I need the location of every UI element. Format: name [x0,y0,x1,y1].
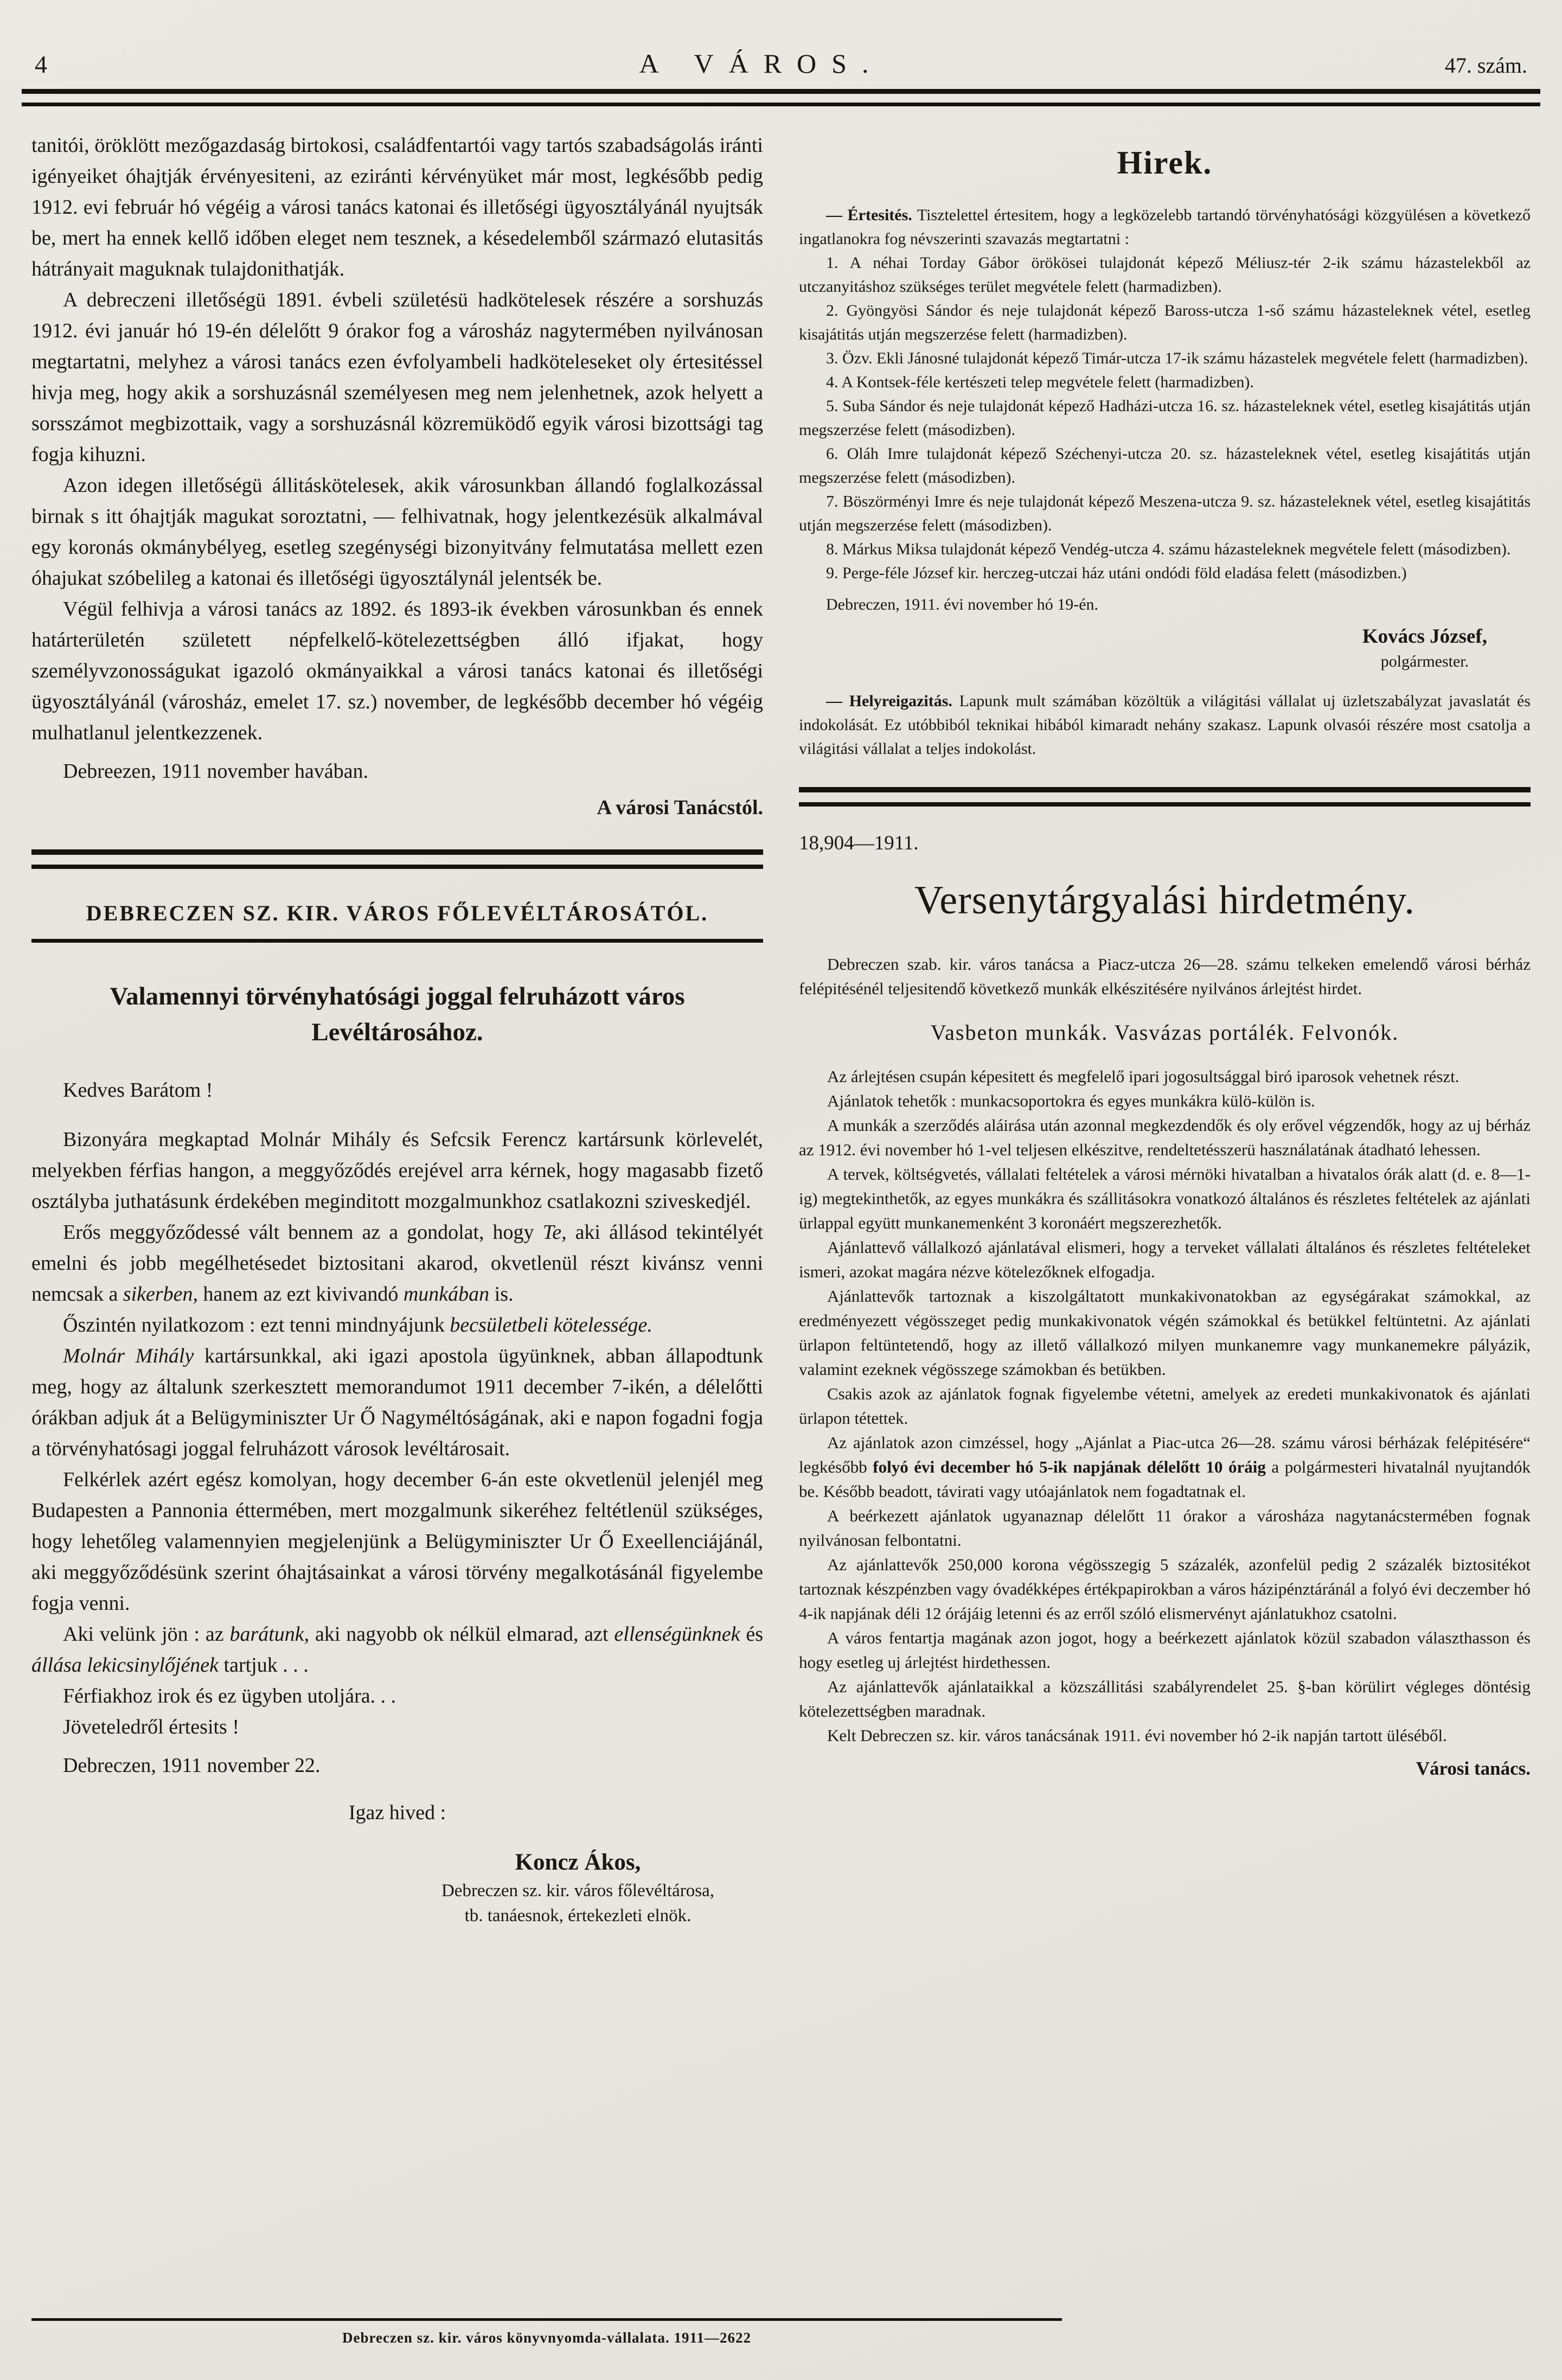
paragraph: Azon idegen illetőségü állitáskötelesek, akik városunkban állandó foglalkozással birnak s itt óhajtják magukat soroztatni, — felhivatnak, hogy jelentkezésük alkalmával egy koronás okmánybélyeg, esetleg szegénységi bizonyitvány felmutatása mellett ezen óhajukat szóbelileg a katonai és illetőségi ügyosztálynál jelentsék be. [31,474,763,590]
tender-title: Versenytárgyalási hirdetmény. [914,878,1415,923]
paragraph: Az ajánlattevők 250,000 korona végösszegig 5 százalék, azonfelül pedig 2 százalék biztositékot tartoznak készpénzben vagy óvadékképes értékpapirokban a város házipénztáránál a folyó évi deczember hó 4-ik napjának déli 12 órájáig letenni és az erről szóló elismervényt ajánlatukhoz csatolni. [799,1555,1531,1623]
council-notice-article [31,130,763,823]
article-dateline: Debreezen, 1911 november havában. [63,760,369,783]
news-section-title: Hirek. [1117,145,1213,181]
paragraph: Jöveteledről értesits ! [63,1716,240,1738]
tender-intro [799,952,1531,1001]
article-body [31,130,763,748]
paragraph: Az árlejtésen csupán képesitett és megfelelő ipari jogosultsággal biró iparosok vehetnek részt. [827,1067,1459,1086]
archivist-letter [31,1075,763,1928]
archivist-section-header [31,900,763,943]
paragraph: A város fentartja magának azon jogot, hogy a beérkezett ajánlatok közül szabadon választhasson és hogy esetleg uj árlejtést hirdethessen. [799,1628,1531,1672]
paragraph: 9. Perge-féle József kir. herczeg-utczai ház utáni ondódi föld eladása felett (másodizben.) [826,564,1407,582]
paragraph: — Értesités. Tisztelettel értesitem, hogy a legközelebb tartandó törvényhatósági közgyülésen a következő ingatlanokra fog névszerinti szavazás megtartatni : [799,206,1531,248]
paragraph: 1. A néhai Torday Gábor örökösei tulajdonát képező Méliusz-tér 2-ik számu házastelekből az utczanyitáshoz szükséges terület megvétele felett (harmadizben). [799,254,1531,296]
paragraph: Kelt Debreczen sz. kir. város tanácsának 1911. évi november hó 2-ik napján tartott üléséből. [827,1726,1447,1745]
paragraph: Felkérlek azért egész komolyan, hogy december 6-án este okvetlenül jelenjél meg Budapesten a Pannonia éttermében, mert mozgalmunk sikeréhez feltétlenül szükséges, hogy lehetőleg valamennyien megjelenjünk a Belügyminiszter Ur Ő Exeellenciájánál, aki meggyőződésünk szerint óhajtásainkat a városi törvény megalkotásánál figyelembe fogja venni. [31,1468,763,1615]
masthead-title: A VÁROS. [639,48,884,79]
news-signature-block [1362,623,1487,673]
letter-title: Valamennyi törvényhatósági joggal felruházott város Levéltárosához. [110,982,685,1046]
tender-signature: Városi tanács. [1416,1758,1531,1779]
article-signature: A városi Tanácstól. [597,796,763,819]
header-divider [22,89,1540,106]
letter-dateline: Debreczen, 1911 november 22. [63,1754,321,1777]
paragraph: A tervek, költségvetés, vállalati feltételek a városi mérnöki hivatalban a hivatalos órák alatt (d. e. 8—1-ig) megtekinthetők, az egyes munkákra és szállitásokra vonatkozó általános és részletes feltételek az ajánlati ürlappal együtt munkanemenként 3 koronáért megszerezhetők. [799,1165,1531,1232]
page-number: 4 [35,50,47,78]
paragraph: Molnár Mihály kartársunkkal, aki igazi apostola ügyünknek, abban állapodtunk meg, hogy az általunk szerkesztett memorandumot 1911 december 7-ikén, a délelőtti órákban adjuk át a Belügyminiszter Ur Ő Nagyméltóságának, aki e napon fogadni fogja a törvényhatósagi joggal felruházott városok levéltárosait. [31,1345,763,1460]
right-column [799,130,1531,1928]
paragraph: 3. Özv. Ekli Jánosné tulajdonát képező Timár-utcza 17-ik számu házastelek megvétele felett (harmadizben). [826,349,1528,367]
news-dateline: Debreczen, 1911. évi november hó 19-én. [826,596,1099,613]
signer-name: Koncz Ákos, [515,1850,641,1875]
paragraph: Férfiakhoz irok és ez ügyben utoljára. . . [63,1685,396,1707]
left-column [31,130,763,1928]
paragraph: A debreczeni illetőségü 1891. évbeli születésü hadkötelesek részére a sorshuzás 1912. évi január hó 19-én délelőtt 9 órakor fog a városház nagytermében nyilvánosan megtartatni, melyhez a városi tanács ezen évfolyambeli hadköteleseket oly értesitéssel hivja meg, hogy akik a sorshuzásnál személyesen meg nem jelenhetnek, azok helyett a sorsszámot megbizottaik, vagy a sorshuzásnál közremüködő egyik városi bizottsági tag fogja kihuzni. [31,289,763,466]
paragraph: A munkák a szerződés aláirása után azonnal megkezdendők és oly erővel végzendők, hogy az uj bérház az 1912. évi november hó 1-vel teljesen elkészitve, rendeltetésszerü használatának átadható lehessen. [799,1116,1531,1159]
signer-title-line: polgármester. [1380,652,1469,670]
paragraph: Őszintén nyilatkozom : ezt tenni mindnyájunk becsületbeli kötelessége. [63,1314,652,1336]
news-body [799,203,1531,585]
reference-number: 18,904—1911. [799,832,919,854]
paragraph: — Helyreigazitás. Lapunk mult számában közöltük a világitási vállalat uj üzletszabályzat javaslatát és indokolását. Ez utóbbiból teknikai hibából kimaradt nehány szakasz. Lapunk olvasói részére most csatolja a világitási vállalat a teljes indokolást. [799,692,1531,758]
paragraph: 2. Gyöngyösi Sándor és neje tulajdonát képező Baross-utcza 1-ső számu házasteleknek vétel, esetleg kisajátitás utján megszerzése felett (harmadizben). [799,302,1531,343]
signer-name: Kovács József, [1362,625,1487,648]
page-footer [31,2318,1062,2346]
letter-closing: Igaz hived : [348,1801,446,1824]
section-divider [799,787,1531,807]
paragraph: Ajánlattevő vállalkozó ajánlatával elismeri, hogy a terveket vállalati általános és részletes feltételeket ismeri, azokat magára nézve kötelezőknek elfogadja. [799,1238,1531,1281]
kicker-underline [31,939,763,943]
paragraph: Debreczen szab. kir. város tanácsa a Piacz-utcza 26—28. számu telkeken emelendő városi bérház felépitésénél teljesitendő következő munkák elkészitésére nyilvános árlejtést hirdet. [799,955,1531,998]
paragraph: Végül felhivja a városi tanács az 1892. és 1893-ik években városunkban és ennek határterületén született népfelkelő-kötelezettségben álló ifjakat, hogy személyvzonosságukat igazoló okmányaikkal a városi tanács katonai és illetőségi ügyosztályánál (városház, emelet 17. sz.) november, de legkésőbb december hó végéig mulhatlanul jelentkezzenek. [31,598,763,744]
tender-article [799,952,1531,1781]
paragraph: 5. Suba Sándor és neje tulajdonát képező Hadházi-utcza 16. sz. házasteleknek vétel, esetleg kisajátitás utján megszerzése felett (másodizben). [799,397,1531,439]
paragraph: Az ajánlattevők ajánlataikkal a közszállitási szabályrendelet 25. §-ban körülirt végleges döntésig kötelezettségben maradnak. [799,1677,1531,1720]
tender-subheading: Vasbeton munkák. Vasvázas portálék. Felvonók. [930,1020,1399,1045]
issue-number: 47. szám. [1444,53,1527,78]
tender-body [799,1064,1531,1748]
paragraph: Az ajánlatok azon cimzéssel, hogy „Ajánlat a Piac-utca 26—28. számu városi bérházak felépitésére“ legkésőbb folyó évi december hó 5-ik napjának délelőtt 10 óráig a polgármesteri hivatalnál nyujtandók be. Később beadott, távirati vagy utóajánlatok nem fogadtatnak el. [799,1433,1531,1501]
news-article [799,203,1531,761]
letter-body [31,1124,763,1743]
paragraph: Bizonyára megkaptad Molnár Mihály és Sefcsik Ferencz kartársunk körlevelét, melyekben férfias hangon, a meggyőződés erejével arra kérnek, hogy magasabb fizető osztályba juthatásunk érdekében meginditott mozgalmunkhoz csatlakozni sziveskedjél. [31,1128,763,1213]
paragraph: 7. Böszörményi Imre és neje tulajdonát képező Meszena-utcza 9. sz. házasteleknek vétel, esetleg kisajátitás utján megszerzése felett (másodizben). [799,492,1531,534]
paragraph: Ajánlattevők tartoznak a kiszolgáltatott munkakivonatokban az egységárakat számokkal, az eredményezett végösszeget pedig munkakivonatok végén számokkal és betükkel feltüntetni. Az ajánlati ürlapon feltüntetendő, hogy az illető vállalkozó milyen munkanemre vagy munkanemekre pályázik, valamint ezeknek végösszege számokban és betükben. [799,1287,1531,1379]
letter-signature-block [441,1847,714,1928]
paragraph: Erős meggyőződessé vált bennem az a gondolat, hogy Te, aki állásod tekintélyét emelni és jobb megélhetésedet biztositani akarod, okvetlenül részt kivánsz venni nemcsak a sikerben, hanem az ezt kivivandó munkában is. [31,1221,764,1306]
page-header [0,0,1562,84]
paragraph: 4. A Kontsek-féle kertészeti telep megvétele felett (harmadizben). [826,373,1254,391]
paragraph: 6. Oláh Imre tulajdonát képező Széchenyi-utcza 20. sz. házasteleknek vétel, esetleg kisajátitás utján megszerzése felett (másodizben). [799,445,1531,487]
section-kicker: DEBRECZEN SZ. KIR. VÁROS FŐLEVÉLTÁROSÁTÓL. [86,901,709,925]
footer-divider [31,2318,1062,2321]
news-correction [799,689,1531,761]
signer-title-line: tb. tanáesnok, értekezleti elnök. [464,1906,692,1925]
letter-salutation: Kedves Barátom ! [63,1079,213,1102]
page-columns [0,106,1562,1928]
paragraph: tanitói, öröklött mezőgazdaság birtokosi, családfentartói vagy tartós szabadságolás iránti igényeiket óhajtják érvényesiteni, az eziránti kérvényüket már most, legkésőbb pedig 1912. evi február hó végéig a városi tanács katonai és illetőségi ügyosztályánál nyujtsák be, mert ha ennek kellő időben eleget nem tesznek, a késedelemből származó elutasitás hátrányait maguknak tulajdonithatják. [31,134,763,280]
section-divider [31,849,763,869]
paragraph: 8. Márkus Miksa tulajdonát képező Vendég-utcza 4. számu házasteleknek megvétele felett (másodizben). [826,540,1511,558]
paragraph: Ajánlatok tehetők : munkacsoportokra és egyes munkákra külö-külön is. [827,1091,1315,1110]
paragraph: Csakis azok az ajánlatok fognak figyelembe vétetni, amelyek az eredeti munkakivonatok és ajánlati ürlapon tétettek. [799,1384,1531,1428]
imprint: Debreczen sz. kir. város könyvnyomda-vállalata. 1911—2622 [342,2330,752,2346]
signer-title-line: Debreczen sz. kir. város főlevéltárosa, [441,1881,714,1901]
paragraph: Aki velünk jön : az barátunk, aki nagyobb ok nélkül elmarad, azt ellenségünknek és állása lekicsinylőjének tartjuk . . . [31,1623,764,1677]
paragraph: A beérkezett ajánlatok ugyanaznap délelőtt 11 órakor a városháza nagytanácstermében fognak nyilvánosan felbontatni. [799,1506,1531,1550]
